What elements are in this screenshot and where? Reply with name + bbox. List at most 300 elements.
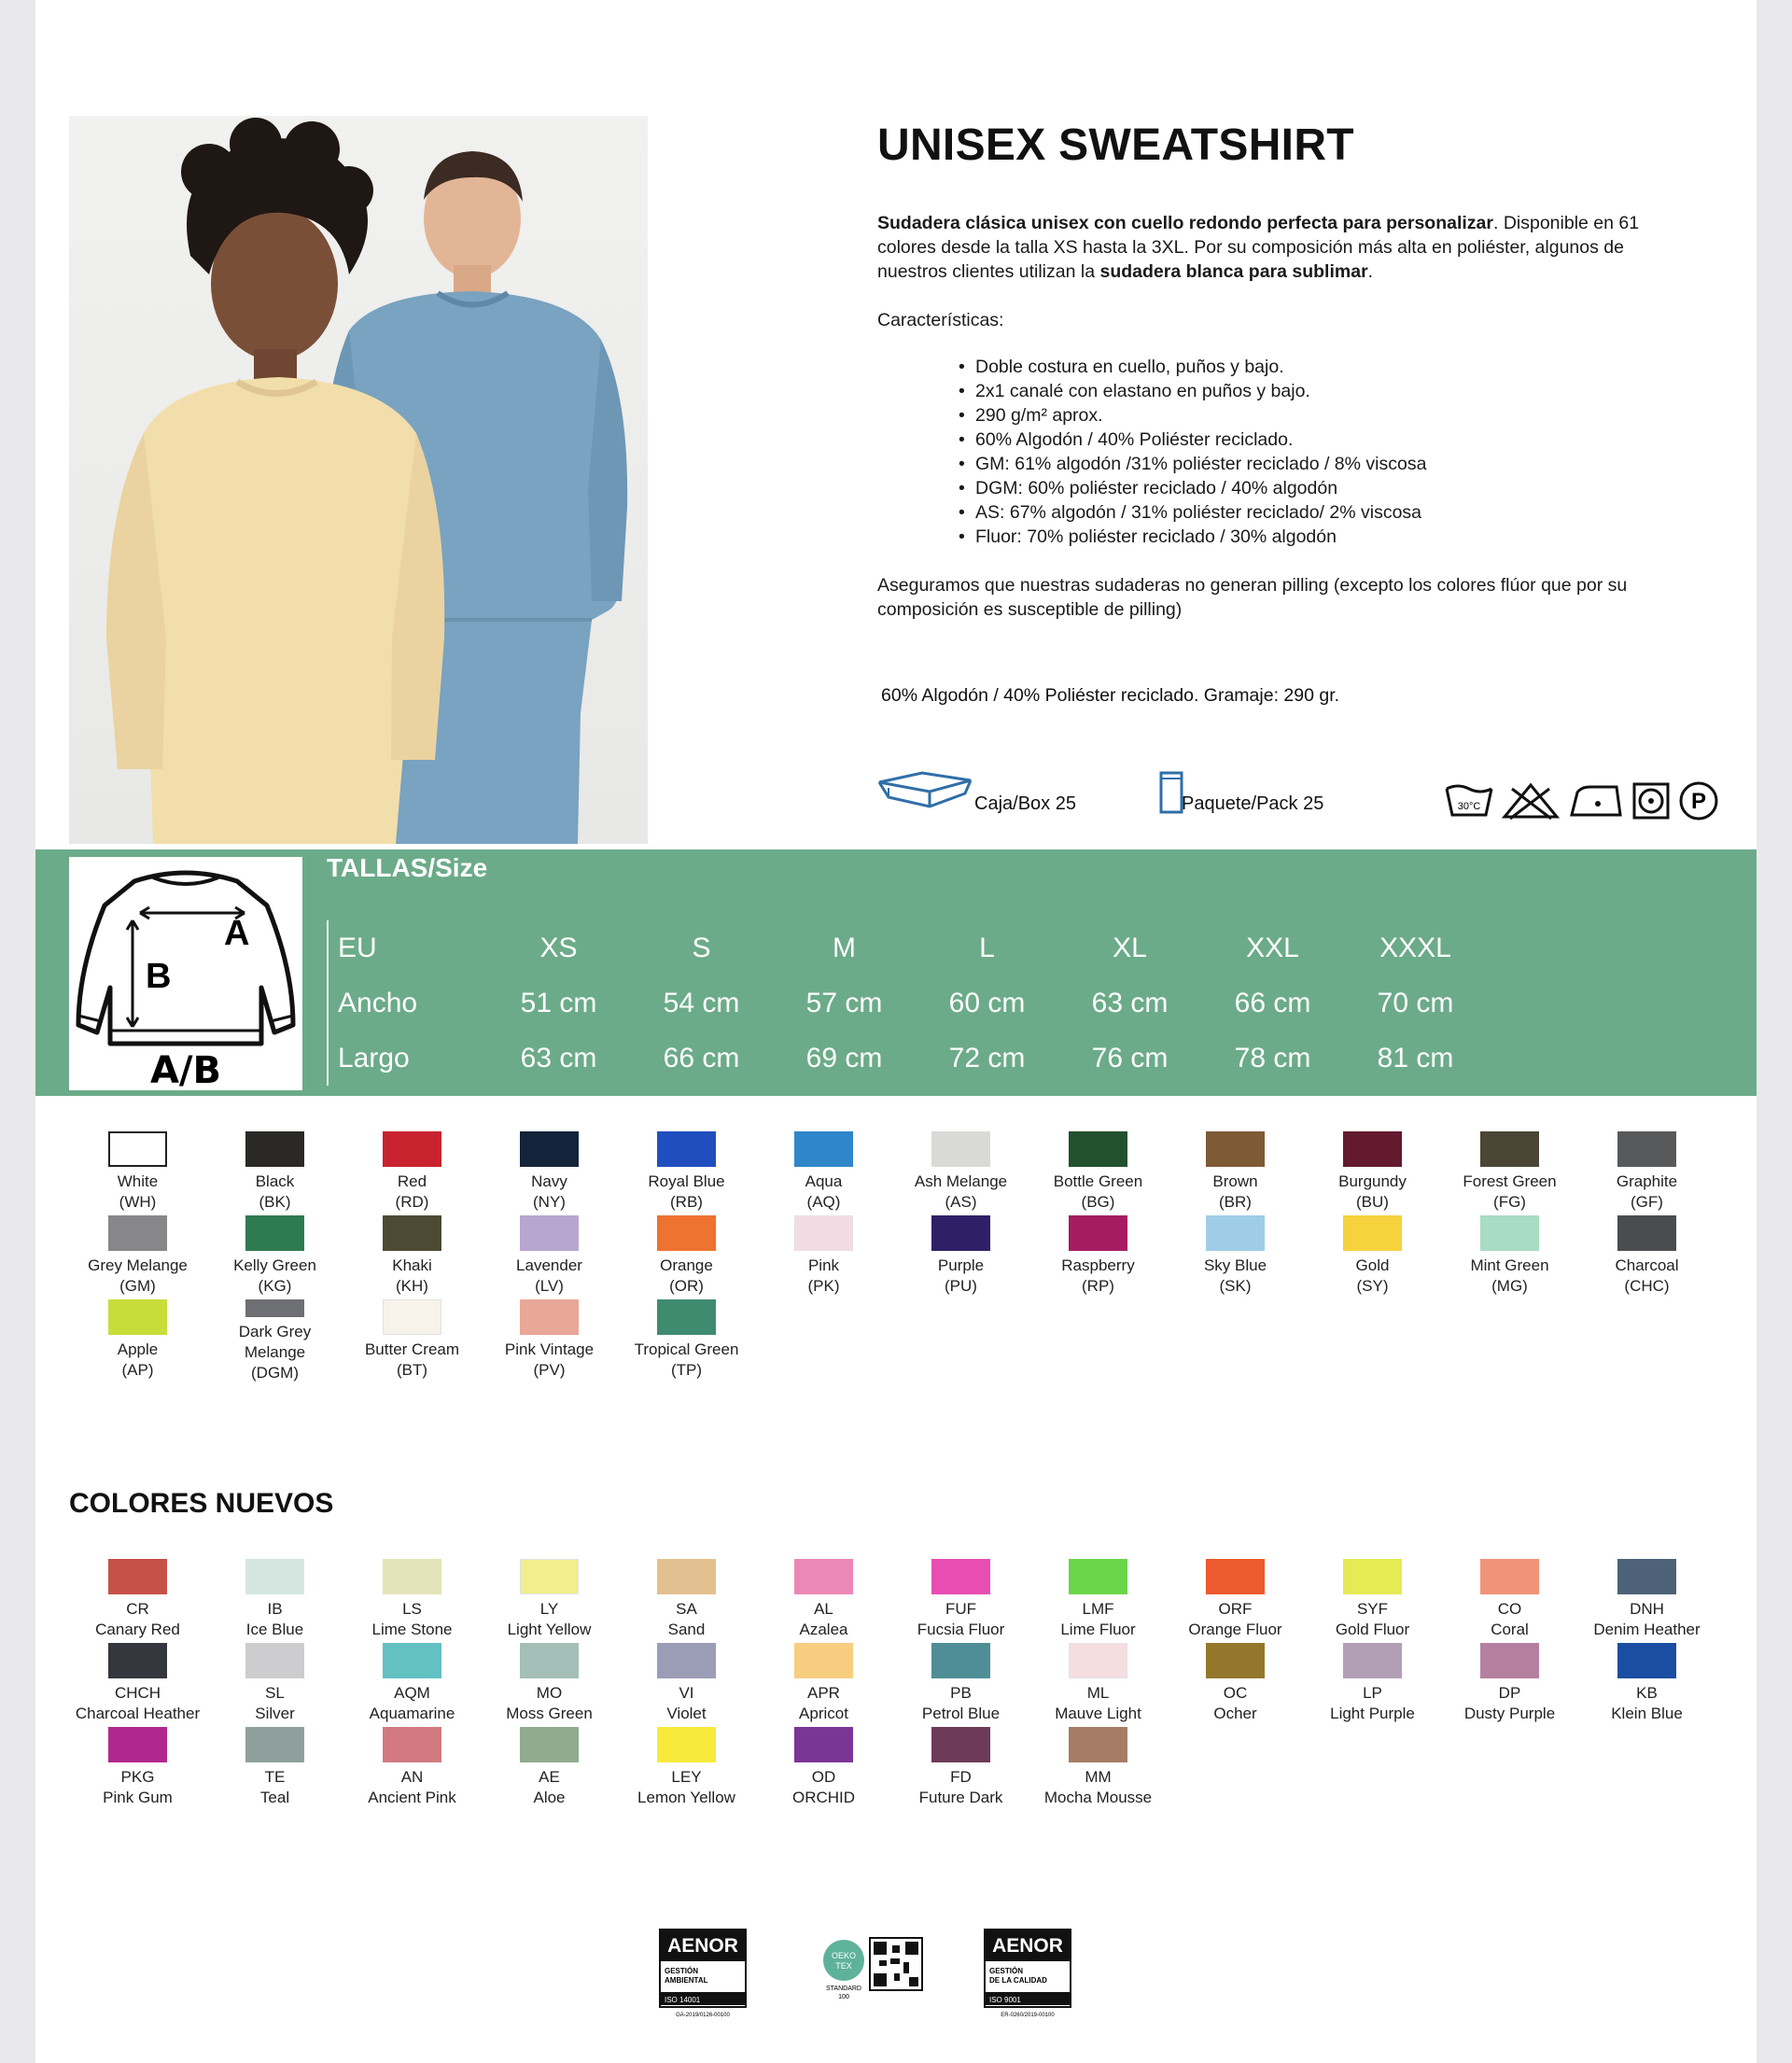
color-label xyxy=(533,1767,565,1808)
color-option-charcoal-heather xyxy=(69,1643,206,1727)
packaging-row xyxy=(875,767,1762,820)
color-swatch xyxy=(245,1215,304,1251)
color-option-klein-blue xyxy=(1578,1643,1715,1727)
color-label-line: White xyxy=(117,1172,159,1190)
color-label-line: (SK) xyxy=(1219,1277,1252,1295)
size-col: XS xyxy=(539,932,578,963)
color-option-lemon-yellow xyxy=(618,1727,755,1811)
feature-item: • 290 g/m² aprox. xyxy=(975,403,1699,428)
color-label-line: (AP) xyxy=(121,1361,154,1379)
color-label-line: (BK) xyxy=(259,1193,291,1211)
tumble-dry-icon xyxy=(1631,781,1671,821)
color-label-line: Pink xyxy=(807,1256,840,1274)
color-label-line: Dark Grey xyxy=(238,1323,312,1340)
largo-value: 66 cm xyxy=(663,1042,740,1074)
color-label-line: LS xyxy=(402,1600,422,1618)
color-option-bottle-green xyxy=(1029,1131,1167,1215)
svg-text:GESTIÓN: GESTIÓN xyxy=(665,1967,699,1975)
color-swatch xyxy=(1343,1215,1402,1251)
color-label xyxy=(1336,1599,1409,1640)
color-option-graphite xyxy=(1578,1131,1715,1215)
color-option-lime-fluor xyxy=(1029,1559,1167,1643)
color-option-aqua xyxy=(755,1131,892,1215)
color-option-dusty-purple xyxy=(1441,1643,1578,1727)
ancho-value: 57 cm xyxy=(805,987,883,1018)
color-option-purple xyxy=(892,1215,1029,1299)
color-label-line: AL xyxy=(814,1600,833,1618)
color-option-future-dark xyxy=(892,1727,1029,1811)
ancho-value: 66 cm xyxy=(1234,987,1311,1018)
color-option-aquamarine xyxy=(343,1643,481,1727)
color-label-line: (FG) xyxy=(1493,1193,1526,1211)
color-label-line: OC xyxy=(1223,1684,1248,1702)
color-swatch xyxy=(1343,1643,1402,1678)
svg-text:AENOR: AENOR xyxy=(667,1935,738,1957)
pack-icon xyxy=(1159,771,1183,814)
color-label-line: LP xyxy=(1363,1684,1382,1702)
color-option-pink xyxy=(755,1215,892,1299)
diagram-caption: A/B xyxy=(149,1049,222,1090)
size-ancho-row xyxy=(329,975,1487,1031)
color-option-royal-blue xyxy=(618,1131,755,1215)
color-option-orchid xyxy=(755,1727,892,1811)
color-label xyxy=(531,1172,567,1213)
color-option-denim-heather xyxy=(1578,1559,1715,1643)
color-option-black xyxy=(206,1131,343,1215)
color-label-line: Canary Red xyxy=(95,1621,180,1638)
color-label-line: AE xyxy=(539,1768,560,1786)
color-swatch xyxy=(1069,1215,1127,1251)
color-label-line: Ancient Pink xyxy=(368,1789,456,1806)
color-label-line: Grey Melange xyxy=(88,1256,188,1274)
color-swatch xyxy=(931,1131,990,1167)
color-label xyxy=(118,1172,158,1213)
color-option-pink-gum xyxy=(69,1727,206,1811)
color-option-violet xyxy=(618,1643,755,1727)
svg-text:ISO 14001: ISO 14001 xyxy=(665,1996,701,2004)
color-label-line: (DGM) xyxy=(251,1364,299,1382)
feature-item: • Fluor: 70% poliéster reciclado / 30% algodón xyxy=(975,525,1699,549)
color-label-line: (TP) xyxy=(670,1361,703,1379)
color-label xyxy=(1463,1172,1556,1213)
color-label xyxy=(1204,1256,1267,1297)
color-label xyxy=(370,1683,455,1724)
color-option-mocha-mousse xyxy=(1029,1727,1167,1811)
size-table xyxy=(327,920,1487,1086)
color-label-line: Gold Fluor xyxy=(1335,1621,1410,1638)
pilling-note: Aseguramos que nuestras sudaderas no generan pilling (excepto los colores flúor que por su composición es susceptible de pilling) xyxy=(877,575,1628,620)
color-label-line: OD xyxy=(811,1768,836,1786)
color-label-line: (AQ) xyxy=(806,1193,841,1211)
certification-logos xyxy=(659,1929,1154,2022)
intro-text-1: . Disponible en 61 colores desde la talla XS hasta la 3XL. Por su composición más alta en poliéster, algunos de nuestros clientes utilizan la xyxy=(877,213,1640,282)
box-icon xyxy=(875,769,974,814)
color-label xyxy=(392,1256,432,1297)
color-swatch xyxy=(657,1215,716,1251)
color-option-petrol-blue xyxy=(892,1643,1029,1727)
ancho-value: 63 cm xyxy=(1091,987,1169,1018)
color-label-line: (PV) xyxy=(533,1361,566,1379)
color-swatch xyxy=(1206,1215,1265,1251)
color-swatch xyxy=(657,1131,716,1167)
color-swatch xyxy=(245,1299,304,1317)
color-label-line: Apricot xyxy=(799,1705,848,1722)
color-label-line: AN xyxy=(400,1768,424,1786)
color-label xyxy=(800,1599,848,1640)
color-swatch xyxy=(520,1643,579,1678)
diagram-label-a: A xyxy=(224,914,250,953)
color-swatch xyxy=(1206,1131,1265,1167)
color-label xyxy=(668,1599,706,1640)
color-label-line: LMF xyxy=(1082,1600,1114,1618)
color-label xyxy=(368,1767,456,1808)
color-swatch xyxy=(657,1643,716,1678)
color-swatch xyxy=(383,1131,441,1167)
product-description xyxy=(877,119,1699,622)
color-label xyxy=(922,1683,1000,1724)
color-label xyxy=(505,1340,594,1381)
color-label-line: MM xyxy=(1085,1768,1112,1786)
color-swatch xyxy=(520,1299,579,1335)
color-label xyxy=(365,1340,459,1381)
color-swatch xyxy=(1480,1559,1539,1594)
color-label-line: Khaki xyxy=(392,1256,432,1274)
feature-item: • 2x1 canalé con elastano en puños y bajo. xyxy=(975,379,1699,403)
color-label xyxy=(635,1340,739,1381)
color-label-line: (NY) xyxy=(533,1193,566,1211)
color-label-line: Bottle Green xyxy=(1053,1172,1143,1190)
wash-temp-label: 30°C xyxy=(1457,801,1481,812)
sweatshirt-measure-diagram xyxy=(69,857,302,1090)
color-label xyxy=(233,1256,316,1297)
color-label-line: Lavender xyxy=(516,1256,582,1274)
color-label xyxy=(508,1599,592,1640)
color-option-light-purple xyxy=(1304,1643,1441,1727)
oeko-tex-seal xyxy=(823,1938,922,2000)
color-swatch xyxy=(383,1559,441,1594)
color-label-line: Raspberry xyxy=(1061,1256,1135,1274)
color-label xyxy=(1188,1599,1281,1640)
color-label-line: AQM xyxy=(394,1684,430,1702)
color-option-pink-vintage xyxy=(481,1299,618,1383)
color-label xyxy=(1615,1256,1678,1297)
color-swatch xyxy=(794,1643,853,1678)
size-chart-band xyxy=(35,849,1757,1096)
color-swatch xyxy=(245,1559,304,1594)
no-bleach-icon xyxy=(1501,781,1561,821)
color-option-sky-blue xyxy=(1167,1215,1304,1299)
color-label-line: ORCHID xyxy=(791,1789,856,1806)
color-option-white xyxy=(69,1131,206,1215)
ancho-value: 70 cm xyxy=(1377,987,1454,1018)
color-swatch xyxy=(108,1559,167,1594)
color-swatch xyxy=(245,1643,304,1678)
color-label xyxy=(1330,1683,1415,1724)
color-label-line: Coral xyxy=(1491,1621,1529,1638)
color-label xyxy=(637,1767,735,1808)
color-swatch xyxy=(520,1215,579,1251)
aenor-environment-seal xyxy=(659,1929,747,2018)
color-label-line: Lime Stone xyxy=(371,1621,453,1638)
color-label xyxy=(919,1767,1003,1808)
color-label xyxy=(1611,1683,1683,1724)
svg-text:STANDARD: STANDARD xyxy=(826,1986,861,1992)
color-label xyxy=(372,1599,453,1640)
color-label-line: Light Yellow xyxy=(507,1621,592,1638)
color-option-coral xyxy=(1441,1559,1578,1643)
color-swatch xyxy=(108,1643,167,1678)
color-label-line: Pink Vintage xyxy=(504,1340,595,1358)
color-label xyxy=(808,1256,840,1297)
color-label-line: CHCH xyxy=(114,1684,161,1702)
color-label-line: Brown xyxy=(1212,1172,1258,1190)
color-option-forest-green xyxy=(1441,1131,1578,1215)
color-label-line: (BT) xyxy=(396,1361,428,1379)
color-label xyxy=(792,1767,855,1808)
models-wearing-sweatshirts-image xyxy=(69,116,648,844)
largo-value: 72 cm xyxy=(948,1042,1026,1074)
color-option-aloe xyxy=(481,1727,618,1811)
color-label-line: CR xyxy=(126,1600,149,1618)
svg-text:ER-0260/2019-00100: ER-0260/2019-00100 xyxy=(1001,2013,1055,2018)
color-option-orange xyxy=(618,1215,755,1299)
color-label-line: Orange Fluor xyxy=(1188,1621,1282,1638)
color-option-navy xyxy=(481,1131,618,1215)
color-label-line: Aquamarine xyxy=(369,1705,455,1722)
color-label-line: Lemon Yellow xyxy=(637,1789,735,1806)
largo-value: 69 cm xyxy=(805,1042,883,1074)
color-option-gold xyxy=(1304,1215,1441,1299)
color-option-butter-cream xyxy=(343,1299,481,1383)
largo-value: 63 cm xyxy=(520,1042,597,1074)
color-label xyxy=(255,1683,295,1724)
color-swatch xyxy=(1206,1559,1265,1594)
color-swatch xyxy=(657,1727,716,1762)
color-label-line: LEY xyxy=(671,1768,702,1786)
color-label xyxy=(1212,1172,1257,1213)
color-swatch xyxy=(794,1559,853,1594)
color-label-line: LY xyxy=(539,1600,559,1618)
color-swatch xyxy=(1206,1643,1265,1678)
color-option-lime-stone xyxy=(343,1559,481,1643)
color-option-canary-red xyxy=(69,1559,206,1643)
aenor-quality-seal xyxy=(984,1929,1071,2018)
color-label-line: Fucsia Fluor xyxy=(917,1621,1005,1638)
ancho-value: 54 cm xyxy=(663,987,740,1018)
svg-text:P: P xyxy=(1690,789,1707,814)
color-option-apple xyxy=(69,1299,206,1383)
wash-30-icon xyxy=(1445,781,1493,821)
color-option-lavender xyxy=(481,1215,618,1299)
color-option-apricot xyxy=(755,1643,892,1727)
color-option-charcoal xyxy=(1578,1215,1715,1299)
color-label xyxy=(246,1599,303,1640)
largo-value: 78 cm xyxy=(1234,1042,1311,1074)
feature-item: • DGM: 60% poliéster reciclado / 40% algodón xyxy=(975,476,1699,500)
iron-low-icon xyxy=(1568,781,1624,821)
color-label-line: Charcoal Heather xyxy=(75,1705,201,1722)
svg-text:ISO 9001: ISO 9001 xyxy=(989,1996,1021,2004)
color-label-line: (RD) xyxy=(395,1193,429,1211)
size-col: S xyxy=(692,932,711,963)
color-option-burgundy xyxy=(1304,1131,1441,1215)
color-swatch xyxy=(383,1643,441,1678)
color-label-line: APR xyxy=(807,1684,840,1702)
color-label-line: Sand xyxy=(667,1621,706,1638)
product-intro xyxy=(877,211,1699,284)
color-label xyxy=(799,1683,848,1724)
svg-text:GA-2019/0126-00100: GA-2019/0126-00100 xyxy=(676,2013,730,2018)
color-label-line: ORF xyxy=(1218,1600,1253,1618)
color-option-ocher xyxy=(1167,1643,1304,1727)
color-option-raspberry xyxy=(1029,1215,1167,1299)
intro-text-2: . xyxy=(1367,261,1374,282)
color-option-moss-green xyxy=(481,1643,618,1727)
color-swatch xyxy=(657,1559,716,1594)
color-swatch xyxy=(1069,1559,1127,1594)
color-label-line: Denim Heather xyxy=(1593,1621,1701,1638)
color-option-grey-melange xyxy=(69,1215,206,1299)
color-label xyxy=(666,1683,706,1724)
color-label-line: (PK) xyxy=(807,1277,840,1295)
color-label-line: Aqua xyxy=(805,1172,843,1190)
color-option-orange-fluor xyxy=(1167,1559,1304,1643)
color-swatch xyxy=(520,1727,579,1762)
color-label xyxy=(1213,1683,1256,1724)
color-label-line: Graphite xyxy=(1616,1172,1678,1190)
color-label-line: Silver xyxy=(255,1705,295,1722)
color-label-line: Gold xyxy=(1355,1256,1390,1274)
color-label-line: CO xyxy=(1497,1600,1522,1618)
color-swatch xyxy=(1069,1643,1127,1678)
color-label-line: PKG xyxy=(120,1768,155,1786)
ancho-value: 51 cm xyxy=(520,987,597,1018)
color-label-line: (BR) xyxy=(1219,1193,1252,1211)
size-diagram xyxy=(69,857,302,1090)
size-system-label: EU xyxy=(338,932,377,963)
sizes-heading: TALLAS/Size xyxy=(327,853,488,882)
color-label xyxy=(648,1172,724,1213)
color-swatch xyxy=(1343,1131,1402,1167)
diagram-label-b: B xyxy=(146,957,172,996)
color-label-line: Forest Green xyxy=(1463,1172,1557,1190)
pack-quantity-label: Paquete/Pack 25 xyxy=(1182,793,1324,814)
color-label-line: Navy xyxy=(531,1172,567,1190)
color-label xyxy=(1464,1683,1555,1724)
color-label-line: Mauve Light xyxy=(1055,1705,1141,1722)
color-label xyxy=(103,1767,173,1808)
color-label-line: Petrol Blue xyxy=(921,1705,1001,1722)
color-label-line: (KG) xyxy=(258,1277,292,1295)
color-label xyxy=(805,1172,843,1213)
color-label-line: Lime Fluor xyxy=(1060,1621,1136,1638)
color-label-line: MO xyxy=(536,1684,563,1702)
svg-text:100: 100 xyxy=(838,1994,849,2000)
color-swatch xyxy=(108,1131,167,1167)
color-swatch xyxy=(931,1727,990,1762)
color-label-line: (AS) xyxy=(945,1193,977,1211)
color-label-line: (GF) xyxy=(1631,1193,1663,1211)
color-label-line: VI xyxy=(679,1684,694,1702)
color-label-line: Ice Blue xyxy=(245,1621,304,1638)
certifications xyxy=(659,1929,1154,2022)
color-label-line: Teal xyxy=(259,1789,290,1806)
color-label xyxy=(1470,1256,1548,1297)
color-label xyxy=(260,1767,289,1808)
size-largo-row xyxy=(329,1031,1487,1086)
color-swatch xyxy=(1617,1131,1676,1167)
svg-text:AENOR: AENOR xyxy=(992,1935,1063,1957)
color-label-line: Klein Blue xyxy=(1611,1705,1683,1722)
color-label-line: (BG) xyxy=(1081,1193,1115,1211)
color-label-line: (OR) xyxy=(669,1277,704,1295)
color-label-line: Burgundy xyxy=(1338,1172,1407,1190)
color-label xyxy=(1060,1599,1135,1640)
color-label-line: Orange xyxy=(660,1256,713,1274)
color-option-teal xyxy=(206,1727,343,1811)
color-option-red xyxy=(343,1131,481,1215)
color-label-line: (MG) xyxy=(1491,1277,1528,1295)
color-swatch xyxy=(108,1215,167,1251)
color-swatch xyxy=(931,1559,990,1594)
color-label-line: ML xyxy=(1086,1684,1110,1702)
features-list xyxy=(877,355,1699,549)
color-swatch xyxy=(931,1215,990,1251)
color-label-line: Sky Blue xyxy=(1203,1256,1267,1274)
color-label-line: Dusty Purple xyxy=(1463,1705,1556,1722)
color-option-azalea xyxy=(755,1559,892,1643)
new-colors-heading: COLORES NUEVOS xyxy=(69,1488,334,1519)
color-label-line: Ash Melange xyxy=(914,1172,1008,1190)
color-label-line: Butter Cream xyxy=(364,1340,460,1358)
color-option-ice-blue xyxy=(206,1559,343,1643)
color-label-line: Mocha Mousse xyxy=(1043,1789,1153,1806)
color-label xyxy=(396,1172,429,1213)
color-option-light-yellow xyxy=(481,1559,618,1643)
color-swatch xyxy=(1617,1559,1676,1594)
professional-clean-p-icon xyxy=(1678,780,1719,821)
features-heading: Características: xyxy=(877,310,1004,330)
color-label-line: Moss Green xyxy=(506,1705,593,1722)
feature-item: • GM: 61% algodón /31% poliéster reciclado / 8% viscosa xyxy=(975,452,1699,476)
color-swatch xyxy=(1343,1559,1402,1594)
color-option-tropical-green xyxy=(618,1299,755,1383)
color-label xyxy=(917,1599,1005,1640)
color-label-line: Light Purple xyxy=(1330,1705,1415,1722)
color-label-line: SA xyxy=(676,1600,697,1618)
color-swatch xyxy=(383,1215,441,1251)
color-swatch xyxy=(794,1131,853,1167)
color-label-line: (SY) xyxy=(1356,1277,1389,1295)
color-option-mint-green xyxy=(1441,1215,1578,1299)
color-label-line: FUF xyxy=(945,1600,977,1618)
color-label-line: (GM) xyxy=(119,1277,156,1295)
color-label xyxy=(1061,1256,1134,1297)
composition-note: 60% Algodón / 40% Poliéster reciclado. Gramaje: 290 gr. xyxy=(881,685,1340,706)
color-label-line: Aloe xyxy=(533,1789,566,1806)
box-quantity-label: Caja/Box 25 xyxy=(974,793,1076,814)
new-color-swatch-grid xyxy=(69,1559,1716,1811)
color-option-kelly-green xyxy=(206,1215,343,1299)
size-header-row xyxy=(329,920,1487,975)
color-label-line: (RP) xyxy=(1082,1277,1114,1295)
product-sheet xyxy=(35,0,1757,2063)
color-option-brown xyxy=(1167,1131,1304,1215)
color-label-line: (RB) xyxy=(670,1193,703,1211)
color-option-fucsia-fluor xyxy=(892,1559,1029,1643)
color-label-line: (PU) xyxy=(945,1277,977,1295)
color-label xyxy=(660,1256,713,1297)
